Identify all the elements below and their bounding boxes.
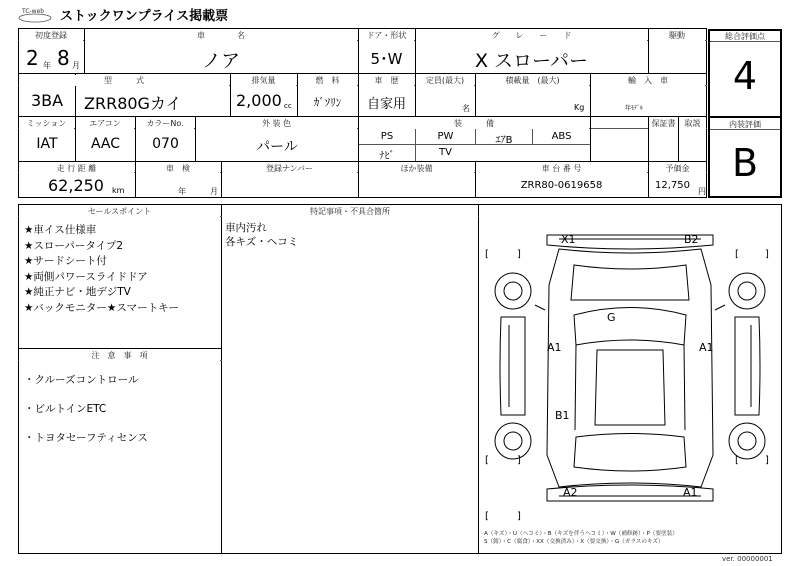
special-note: 車内汚れ [225, 222, 267, 234]
sales-points-list [24, 223, 179, 316]
wheel-front-right-icon [729, 273, 765, 309]
right-side-panel-icon [735, 317, 760, 415]
exterior-label: 外 装 色 [196, 118, 357, 129]
aircon-value: AAC [90, 136, 121, 152]
bracket-open: [ [485, 511, 489, 522]
drive-label: 駆動 [649, 30, 705, 41]
manual-label: 取説 [679, 118, 706, 129]
damage-mark-b1: B1 [555, 409, 570, 422]
damage-mark-a2: A2 [563, 486, 578, 499]
load-unit: Kg [574, 103, 585, 112]
cautions-label: 注 意 事 項 [19, 350, 220, 361]
grade-value: X スローパー [474, 50, 589, 72]
equipment-label: 装 備 [359, 118, 589, 129]
bracket-open: [ [485, 455, 489, 466]
wheel-rear-right-icon [729, 423, 765, 459]
first-reg-month: 8 [57, 46, 70, 70]
import-note: 年ﾓﾃﾞﾙ [625, 105, 644, 112]
bracket-close: ] [765, 455, 769, 466]
mission-label: ミッション [19, 118, 74, 129]
equipment-tv: TV [439, 147, 452, 158]
windshield-icon [574, 308, 686, 346]
mileage-label: 走 行 距 離 [19, 163, 134, 174]
equipment-navi: ﾅﾋﾞ [379, 151, 395, 162]
displacement-value: 2,000 [236, 91, 282, 110]
inspection-year-unit: 年 [178, 187, 186, 196]
vehicle-diagram [479, 205, 781, 553]
special-notes-list [225, 221, 298, 249]
wheel-front-left-icon [495, 273, 531, 309]
interior-score: B [731, 141, 759, 185]
km-unit: km [112, 186, 125, 195]
exterior-value: パール [256, 139, 298, 155]
aircon-label: エアコン [76, 118, 134, 129]
bracket-open: [ [485, 249, 489, 260]
bracket-open: [ [735, 249, 739, 260]
displacement-label: 排気量 [231, 75, 296, 86]
logo [18, 8, 52, 18]
legend-line: A（キズ）・U（ヘコミ）・B（キズを伴うヘコミ）・W（補修跡）・P（要塗装） [484, 531, 678, 537]
special-notes-label: 特記事項・不具合箇所 [222, 206, 478, 217]
wheel-rear-left-icon [495, 423, 531, 459]
grade-label: グ レ ー ド [416, 30, 647, 41]
equipment-abs: ABS [551, 131, 572, 142]
sales-point: ★サードシート付 [24, 255, 107, 267]
door-type-value: 5･W [370, 50, 403, 68]
car-history-label: 車 歴 [359, 75, 414, 86]
damage-mark-a1-right: A1 [699, 341, 714, 354]
sales-point: ★両側パワースライドドア [24, 270, 148, 283]
color-no-value: 070 [152, 136, 179, 152]
model-label: 型 式 [19, 75, 229, 86]
damage-mark-g: G [607, 311, 616, 324]
damage-legend [484, 530, 678, 546]
overall-score-label: 総合評価点 [711, 31, 779, 42]
damage-mark-b2: B2 [684, 233, 699, 246]
sales-points-label: セールスポイント [19, 206, 220, 217]
logo-text: TC-web [22, 8, 45, 15]
damage-mark-x1: X1 [561, 233, 576, 246]
bracket-close: ] [517, 511, 521, 522]
model-value: ZRR80Gカイ [84, 94, 182, 113]
car-name-value: ノア [201, 50, 240, 72]
car-name-label: 車 名 [85, 30, 357, 41]
fuel-value: ｶﾞｿﾘﾝ [313, 96, 342, 109]
caution-item: ・ビルトインETC [24, 403, 107, 415]
inspection-month-unit: 月 [210, 187, 218, 196]
capacity-unit: 名 [462, 104, 470, 113]
fuel-label: 燃 料 [298, 75, 357, 86]
warranty-label: 保証書 [649, 118, 678, 129]
plate-label: 登録ナンバー [222, 163, 357, 174]
cautions-list [24, 372, 148, 445]
left-side-panel-icon [500, 317, 525, 415]
damage-mark-a1-rear: A1 [683, 486, 698, 499]
door-type-label: ドア・形状 [359, 30, 414, 41]
other-equipment-label: ほか装備 [359, 163, 474, 174]
bracket-close: ] [517, 249, 521, 260]
interior-score-label: 内装評価 [711, 119, 779, 130]
bracket-close: ] [517, 455, 521, 466]
sales-point: ★スローパータイプ2 [24, 239, 124, 252]
equipment-pw: PW [437, 131, 454, 142]
sales-point: ★純正ナビ・地デジTV [24, 286, 131, 298]
color-no-label: カラーNo. [136, 118, 194, 129]
inspection-label: 車 検 [136, 163, 220, 174]
chassis-label: 車 台 番 号 [476, 163, 647, 174]
car-history-value: 自家用 [366, 97, 406, 112]
sales-point: ★車イス仕様車 [24, 224, 97, 236]
special-note: 各キズ・ヘコミ [225, 236, 299, 248]
price-label: 予価金 [649, 163, 706, 174]
bracket-close: ] [765, 249, 769, 260]
model-prefix: 3BA [30, 91, 64, 110]
sales-point: ★バックモニター★スマートキー [24, 301, 180, 314]
load-label: 積載量 (最大) [476, 75, 589, 86]
damage-mark-a1-left: A1 [547, 341, 562, 354]
cc-unit: cc [284, 102, 292, 110]
page-title: ストックワンプライス掲載票 [60, 9, 229, 24]
first-reg-year: 2 [26, 46, 39, 70]
first-reg-label: 初度登録 [19, 30, 83, 41]
caution-item: ・トヨタセーフティセンス [24, 432, 148, 444]
overall-score: 4 [732, 54, 758, 98]
price-unit: 円 [698, 187, 706, 196]
equipment-ps: PS [380, 131, 394, 142]
caution-item: ・クルーズコントロール [24, 374, 139, 386]
equipment-airbag: ｴｱB [495, 135, 513, 146]
version-label: ver. 00000001 [722, 555, 773, 563]
legend-line: S（錆）・C（腐食）・XX（交換済み）・X（要交換）・G（ガラスのキズ） [484, 539, 664, 545]
import-label: 輸 入 車 [591, 75, 705, 86]
chassis-value: ZRR80-0619658 [520, 180, 603, 191]
price-value: 12,750 [655, 180, 690, 191]
first-reg-month-unit: 月 [72, 61, 80, 70]
capacity-label: 定員(最大) [416, 75, 474, 86]
bracket-open: [ [735, 455, 739, 466]
first-reg-year-unit: 年 [43, 61, 51, 70]
mileage-value: 62,250 [48, 176, 104, 195]
mission-value: IAT [36, 136, 58, 152]
